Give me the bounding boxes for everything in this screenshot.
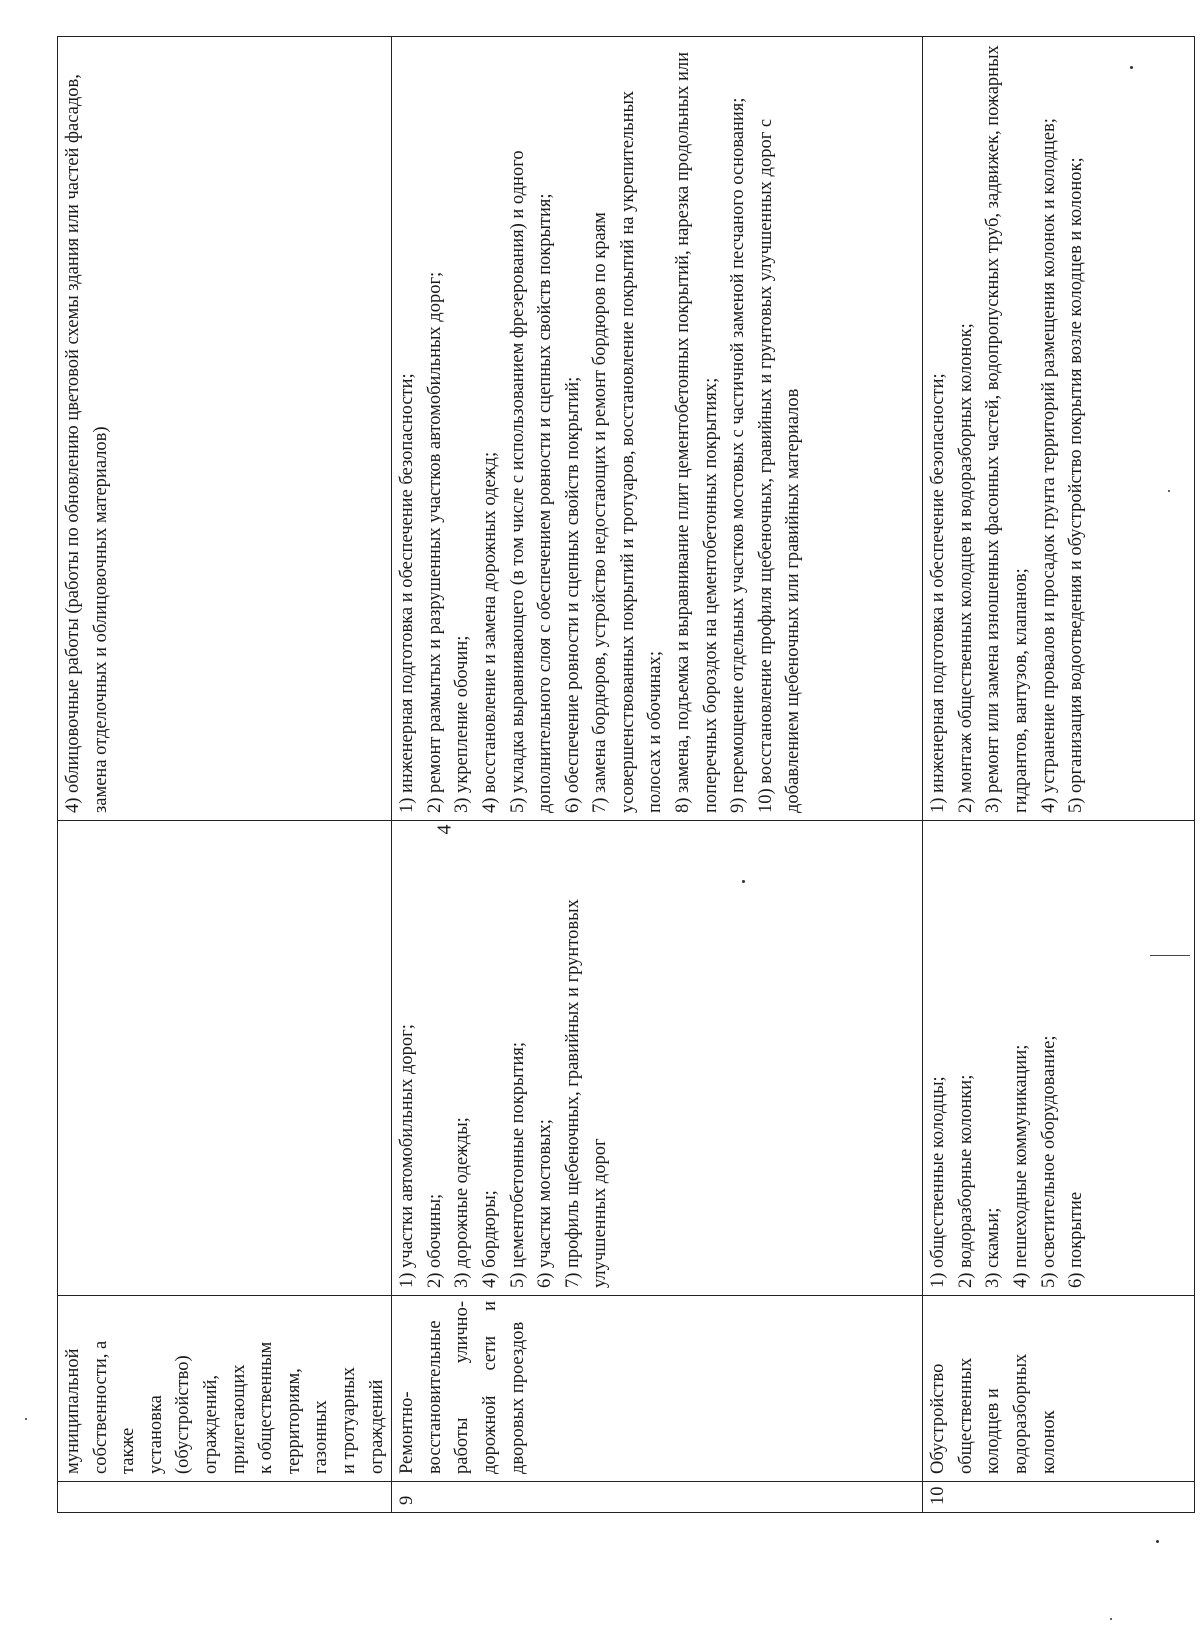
row-operations — [923, 37, 1195, 821]
operation-item: 9) перемощение отдельных участков мостовых с частичной заменой песчаного основания; — [728, 97, 749, 813]
row-number: 9 — [392, 1482, 923, 1513]
operation-item: 4) восстановление и замена дорожных одежд; — [479, 451, 500, 813]
row-work-title: Обустройство общественных колодцев и водоразборных колонок — [923, 1296, 1195, 1482]
operation-item: 5) организация водоотведения и обустройство покрытия возле колодцев и колонок; — [1066, 157, 1087, 813]
element-item: 6) участки мостовых; — [535, 1119, 556, 1288]
element-item: 5) цементобетонные покрытия; — [507, 1041, 528, 1288]
operation-item: 10) восстановление профиля щебеночных, гравийных и грунтовых улучшенных дорог с добавлением щебеночных или гравийных материалов — [755, 118, 804, 813]
operation-item: 4) облицовочные работы (работы по обновлению цветовой схемы здания или частей фасадов, замена отделочных и облицовочных материалов) — [63, 74, 111, 813]
work-line: ограждений, прилегающих — [200, 1364, 249, 1474]
scan-speck — [742, 880, 745, 883]
element-item: 2) водоразборные колонки; — [955, 1074, 976, 1288]
scan-speck — [1110, 1618, 1112, 1620]
row-work-title: Ремонтно-восстановительные работы улично-дорожной сети и дворовых проездов — [392, 1296, 923, 1482]
work-line: собственности, а также — [90, 1340, 139, 1474]
scan-line — [1150, 955, 1190, 956]
operation-item: 7) замена бордюров, устройство недостающих и ремонт бордюров по краям усовершенствованных покрытий и тротуаров, восстановление покрытий на укрепительных полосах и обочинах; — [590, 90, 666, 813]
element-item: 7) профиль щебеночных, гравийных и грунтовых улучшенных дорог — [562, 899, 611, 1288]
page-number: 4 — [433, 824, 456, 835]
works-table — [57, 36, 1195, 1513]
operation-item: 5) укладка выравнивающего (в том числе с использованием фрезерования) и одного дополнительного слоя с обеспечением ровности и сцепных свойств покрытия; — [507, 150, 556, 813]
table-row-10 — [923, 37, 1195, 1513]
table-row-9 — [392, 37, 923, 1513]
operation-item: 1) инженерная подготовка и обеспечение безопасности; — [397, 373, 418, 813]
operation-item: 4) устранение провалов и просадок грунта территорий размещения колонок и колодцев; — [1038, 118, 1059, 813]
cell-operations-continuation — [58, 37, 392, 821]
cell-elements-continuation — [58, 821, 392, 1296]
element-item: 1) общественные колодцы; — [928, 1076, 949, 1288]
scan-speck — [25, 1418, 27, 1420]
operation-item: 6) обеспечение ровности и сцепных свойств покрытий; — [562, 376, 583, 813]
element-item: 4) пешеходные коммуникации; — [1010, 1044, 1031, 1288]
row-number: 10 — [923, 1482, 1195, 1513]
operation-item: 2) ремонт размытых и разрушенных участков автомобильных дорог; — [424, 271, 445, 813]
element-item: 6) покрытие — [1066, 1191, 1087, 1288]
rotated-table-wrapper — [57, 37, 1087, 1513]
operation-item: 1) инженерная подготовка и обеспечение безопасности; — [928, 373, 949, 813]
element-item: 5) осветительное оборудование; — [1038, 1035, 1059, 1288]
row-elements — [392, 821, 923, 1296]
operation-item: 3) ремонт или замена изношенных фасонных частей, водопропускных труб, задвижек, пожарных гидрантов, вантузов, клапанов; — [983, 45, 1031, 813]
work-line: муниципальной — [63, 1348, 83, 1474]
cell-number — [58, 1482, 392, 1513]
operation-item: 8) замена, подъемка и выравнивание плит цементобетонных покрытий, нарезка продольных или поперечных бороздок на цементобетонных покрытиях; — [673, 51, 721, 813]
work-line: территориям, газонных — [283, 1368, 332, 1474]
work-line: к общественным — [256, 1341, 277, 1474]
row-elements — [923, 821, 1195, 1296]
scan-speck — [1168, 490, 1170, 492]
element-item: 4) бордюры; — [479, 1190, 500, 1288]
element-item: 3) скамьи; — [983, 1207, 1004, 1288]
operation-item: 3) укрепление обочин; — [452, 635, 473, 813]
scan-speck — [1130, 66, 1133, 69]
element-item: 1) участки автомобильных дорог; — [397, 1024, 418, 1288]
element-item: 2) обочины; — [424, 1193, 445, 1288]
operation-item: 2) монтаж общественных колодцев и водоразборных колонок; — [955, 323, 976, 813]
element-item: 3) дорожные одежды; — [452, 1117, 473, 1288]
cell-work-continuation — [58, 1296, 392, 1482]
table-row-continuation — [58, 37, 392, 1513]
work-line: установка (обустройство) — [145, 1355, 194, 1474]
work-line: и тротуарных ограждений — [338, 1367, 387, 1474]
scan-speck — [1156, 1540, 1159, 1543]
row-operations — [392, 37, 923, 821]
